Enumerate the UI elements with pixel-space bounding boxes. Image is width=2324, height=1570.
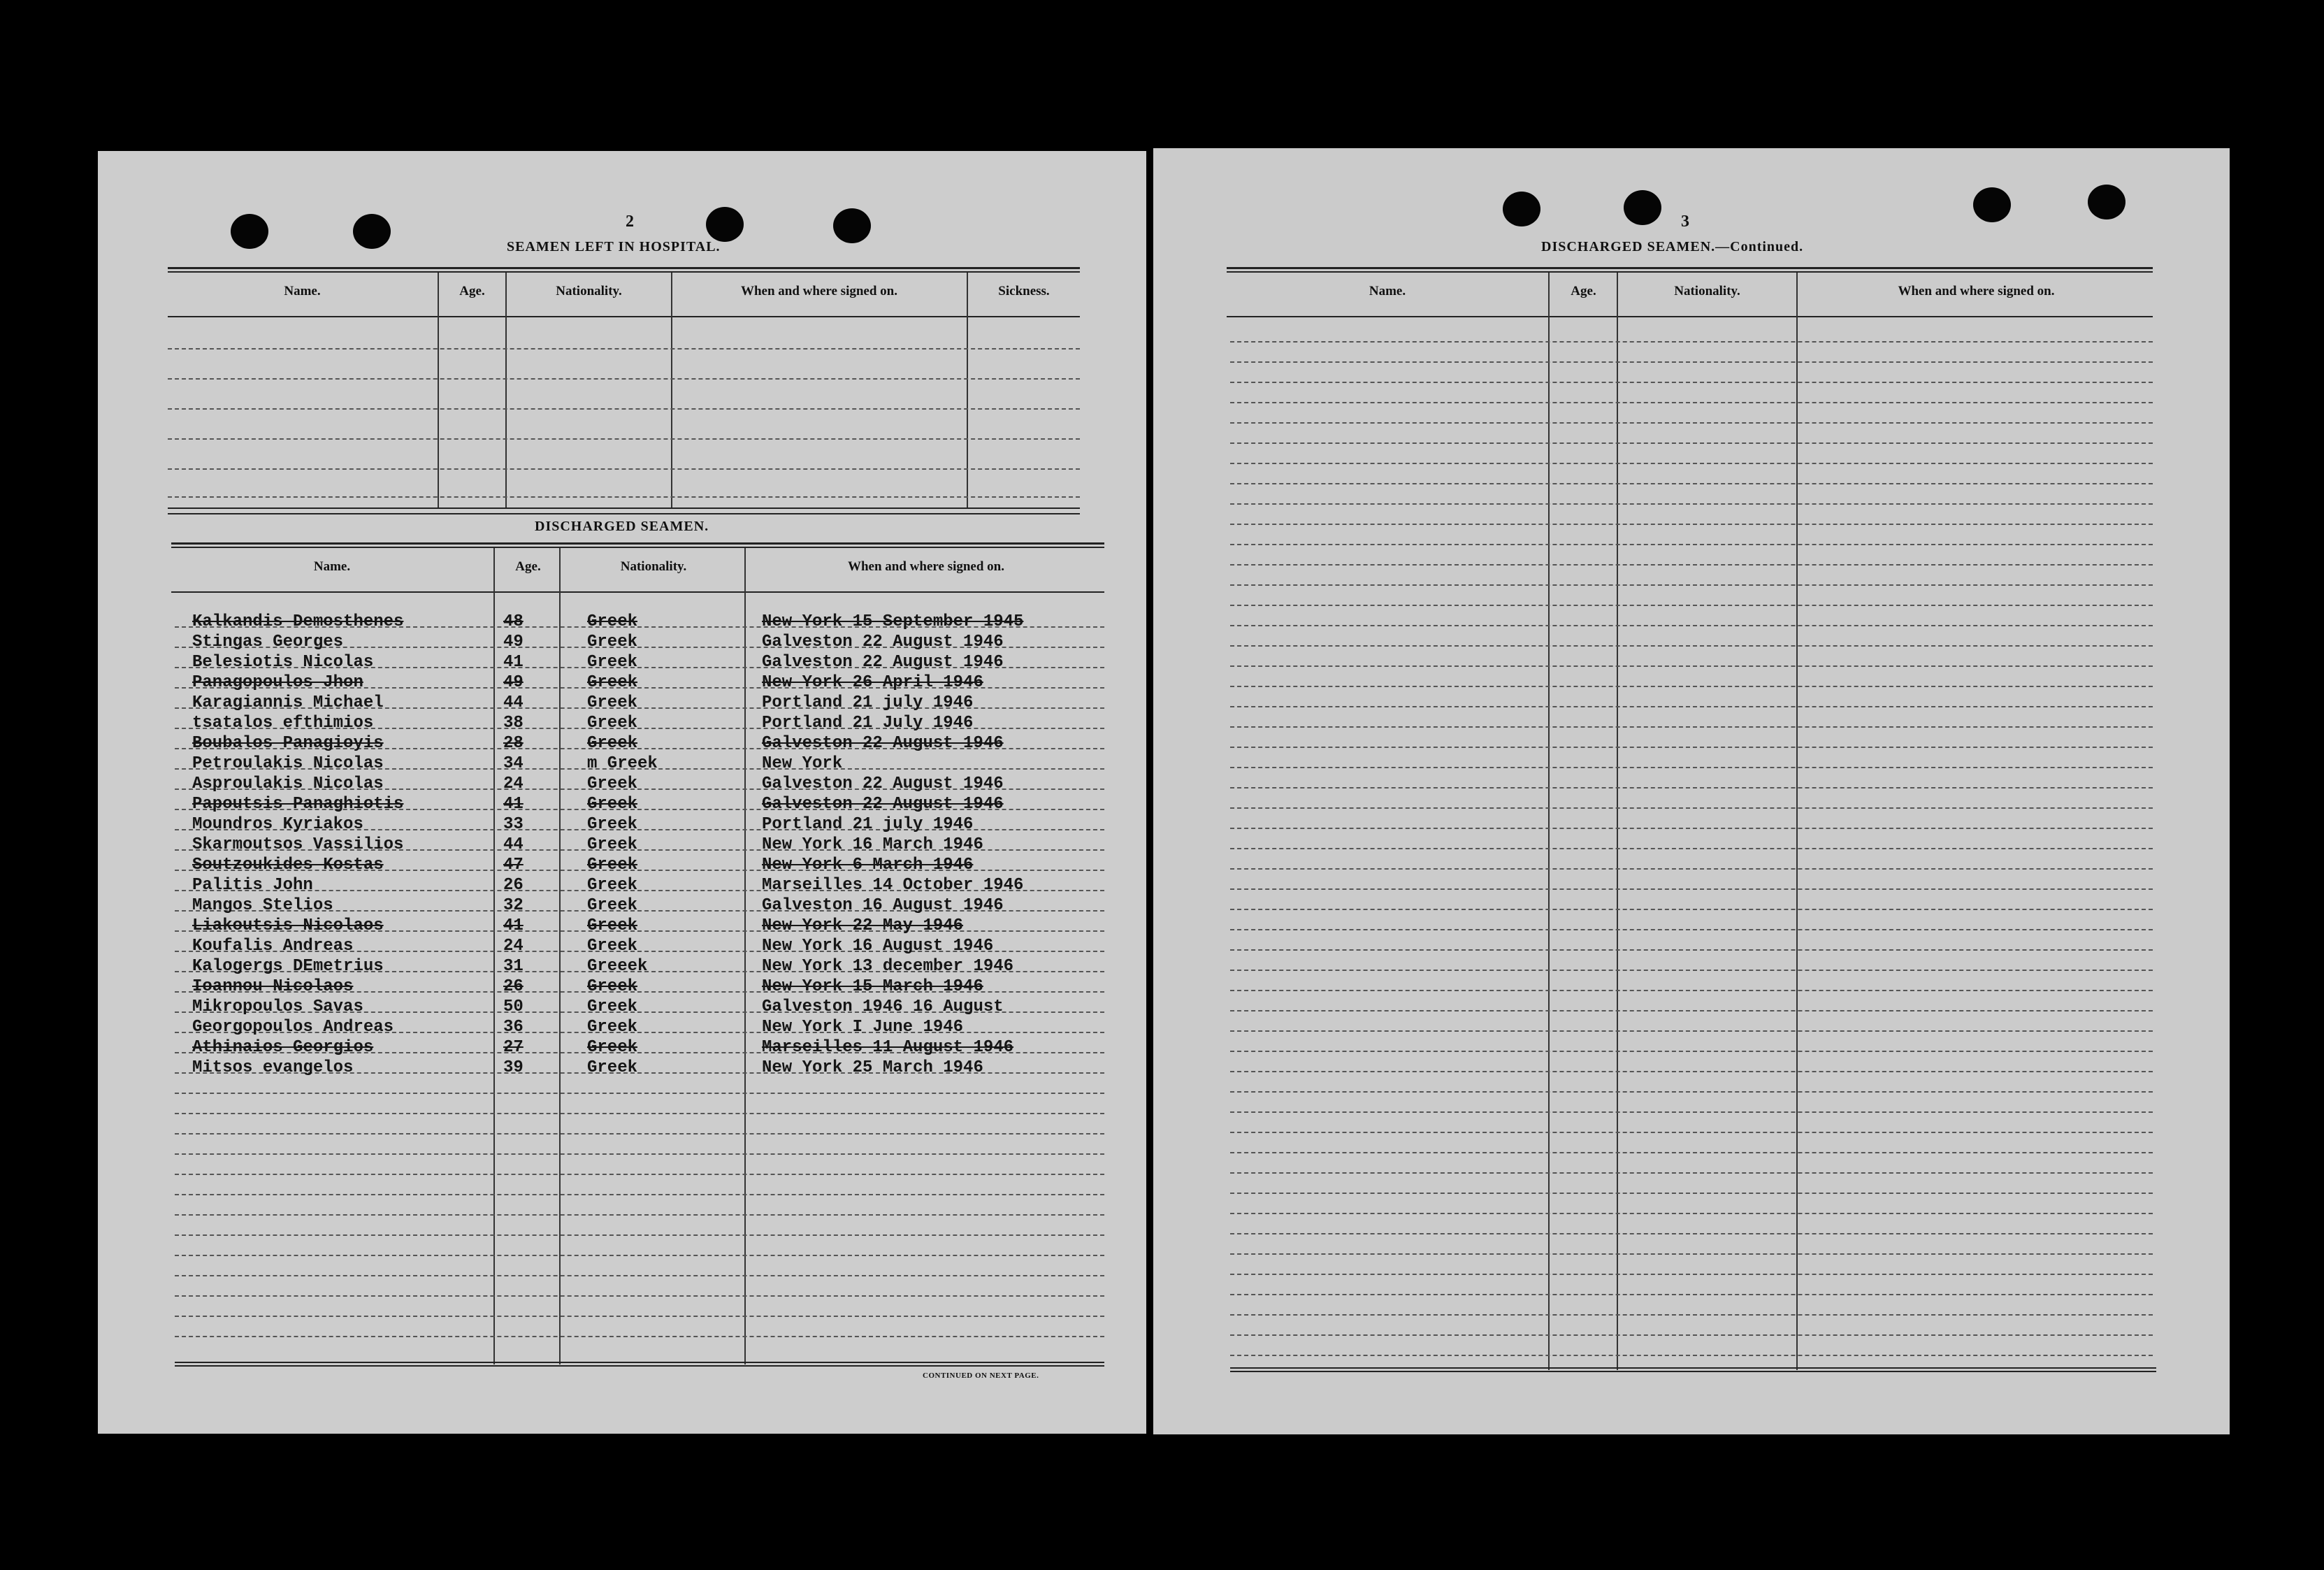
seaman-nationality: Greek: [587, 856, 638, 874]
column-header: When and where signed on.: [1898, 284, 2055, 298]
top-double-rule: [168, 271, 1080, 273]
column-rule: [505, 273, 507, 507]
ruled-line: [1230, 361, 2153, 363]
seaman-signed-on: New York 22 May 1946: [762, 916, 964, 935]
seaman-signed-on: New York: [762, 754, 843, 773]
hospital-ruled-line: [168, 348, 1080, 350]
column-rule: [438, 273, 439, 507]
bottom-double-rule: [175, 1365, 1104, 1367]
column-header: Sickness.: [998, 284, 1050, 298]
ruled-line: [1230, 807, 2153, 809]
ruled-line: [1230, 1334, 2153, 1336]
section-title: DISCHARGED SEAMEN.—Continued.: [1541, 239, 1804, 254]
column-header: Nationality.: [620, 559, 687, 574]
column-header: Name.: [313, 559, 351, 574]
ruled-line: [1230, 544, 2153, 545]
seaman-nationality: Greek: [587, 673, 638, 692]
column-rule: [744, 548, 746, 1364]
punch-hole: [353, 214, 391, 249]
column-header: Nationality.: [1674, 284, 1740, 298]
hospital-ruled-line: [168, 378, 1080, 380]
ruled-line: [1230, 524, 2153, 525]
seaman-signed-on: Portland 21 july 1946: [762, 693, 974, 712]
seaman-signed-on: Galveston 22 August 1946: [762, 653, 1004, 672]
ruled-line: [1230, 341, 2153, 343]
hospital-ruled-line: [168, 408, 1080, 410]
ruled-line: [1230, 442, 2153, 444]
ruled-line: [1230, 1152, 2153, 1153]
seaman-signed-on: Portland 21 July 1946: [762, 714, 974, 733]
header-rule: [168, 316, 1080, 317]
seaman-name: Mikropoulos Savas: [192, 998, 363, 1016]
column-rule: [1548, 273, 1550, 1370]
ruled-line: [175, 1275, 1104, 1276]
ruled-line: [175, 1234, 1104, 1236]
column-header: Age.: [459, 284, 485, 298]
seaman-age: 32: [503, 896, 524, 915]
seaman-signed-on: Marseilles 14 October 1946: [762, 876, 1024, 895]
hospital-section-title: SEAMEN LEFT IN HOSPITAL.: [507, 239, 721, 254]
seaman-signed-on: New York 13 december 1946: [762, 957, 1014, 976]
ruled-line: [1230, 483, 2153, 484]
seaman-age: 27: [503, 1038, 524, 1057]
ruled-line: [1230, 1030, 2153, 1032]
seaman-name: Papoutsis Panaghiotis: [192, 795, 404, 814]
ruled-line: [1230, 909, 2153, 910]
seaman-signed-on: Galveston 22 August 1946: [762, 633, 1004, 651]
continued-note: CONTINUED ON NEXT PAGE.: [923, 1371, 1039, 1380]
seaman-age: 28: [503, 734, 524, 753]
column-rule: [1617, 273, 1618, 1370]
left-page: [98, 151, 1146, 1434]
seaman-name: Ioannou Nicolaos: [192, 977, 354, 996]
ruled-line: [1230, 888, 2153, 890]
punch-hole: [1973, 187, 2011, 222]
seaman-age: 26: [503, 876, 524, 895]
seaman-name: Moundros Kyriakos: [192, 815, 363, 834]
punch-hole: [1503, 192, 1540, 226]
seaman-nationality: Greek: [587, 693, 638, 712]
punch-hole: [231, 214, 268, 249]
seaman-name: Soutzoukides Kostas: [192, 856, 384, 874]
header-rule: [1227, 316, 2153, 317]
hospital-ruled-line: [168, 468, 1080, 470]
ruled-line: [1230, 1233, 2153, 1234]
bottom-rule: [168, 507, 1080, 509]
column-header: When and where signed on.: [740, 284, 897, 298]
ruled-line: [175, 1174, 1104, 1175]
seaman-signed-on: New York I June 1946: [762, 1018, 964, 1037]
seaman-nationality: Greek: [587, 937, 638, 956]
column-header: Age.: [1571, 284, 1596, 298]
ruled-line: [1230, 1172, 2153, 1174]
seaman-nationality: Greek: [587, 835, 638, 854]
ruled-line: [1230, 402, 2153, 403]
seaman-name: Asproulakis Nicolas: [192, 775, 384, 793]
seaman-nationality: Greek: [587, 1058, 638, 1077]
seaman-name: Palitis John: [192, 876, 313, 895]
punch-hole: [833, 208, 871, 243]
seaman-nationality: Greek: [587, 714, 638, 733]
bottom-double-rule: [175, 1362, 1104, 1363]
seaman-age: 31: [503, 957, 524, 976]
column-rule: [671, 273, 672, 507]
ruled-line: [1230, 726, 2153, 728]
ruled-line: [175, 1295, 1104, 1297]
ruled-line: [1230, 1274, 2153, 1275]
ruled-line: [1230, 463, 2153, 464]
seaman-name: Petroulakis Nicolas: [192, 754, 384, 773]
ruled-line: [175, 1093, 1104, 1094]
seaman-nationality: Greek: [587, 612, 638, 631]
ruled-line: [1230, 625, 2153, 626]
top-double-rule: [1227, 271, 2153, 273]
seaman-nationality: m Greek: [587, 754, 658, 773]
seaman-nationality: Greek: [587, 977, 638, 996]
ruled-line: [1230, 422, 2153, 424]
ruled-line: [175, 1113, 1104, 1114]
bottom-double-rule: [1230, 1367, 2156, 1369]
seaman-age: 24: [503, 937, 524, 956]
section-rule: [168, 513, 1080, 514]
seaman-age: 48: [503, 612, 524, 631]
top-double-rule: [171, 547, 1104, 548]
seaman-name: Skarmoutsos Vassilios: [192, 835, 404, 854]
seaman-signed-on: New York 25 March 1946: [762, 1058, 983, 1077]
ruled-line: [1230, 1193, 2153, 1194]
column-rule: [967, 273, 968, 507]
seaman-name: Athinaios Georgios: [192, 1038, 374, 1057]
seaman-nationality: Greek: [587, 998, 638, 1016]
ruled-line: [175, 1133, 1104, 1135]
top-double-rule: [1227, 267, 2153, 269]
ruled-line: [1230, 584, 2153, 586]
seaman-name: Mitsos evangelos: [192, 1058, 354, 1077]
seaman-age: 39: [503, 1058, 524, 1077]
top-double-rule: [171, 542, 1104, 545]
seaman-age: 41: [503, 653, 524, 672]
top-double-rule: [168, 267, 1080, 269]
punch-hole: [706, 207, 744, 242]
seaman-name: Kalogergs DEmetrius: [192, 957, 384, 976]
hospital-ruled-line: [168, 496, 1080, 498]
header-rule: [171, 591, 1104, 593]
seaman-signed-on: Portland 21 july 1946: [762, 815, 974, 834]
ruled-line: [1230, 665, 2153, 667]
seaman-signed-on: Galveston 16 August 1946: [762, 896, 1004, 915]
seaman-nationality: Greek: [587, 653, 638, 672]
ruled-line: [1230, 1132, 2153, 1133]
ruled-line: [1230, 1294, 2153, 1295]
seaman-signed-on: New York 16 August 1946: [762, 937, 994, 956]
ruled-line: [1230, 929, 2153, 930]
seaman-signed-on: Galveston 22 August 1946: [762, 795, 1004, 814]
seaman-nationality: Greek: [587, 734, 638, 753]
seaman-age: 47: [503, 856, 524, 874]
seaman-nationality: Greek: [587, 633, 638, 651]
ruled-line: [175, 1255, 1104, 1256]
ruled-line: [1230, 1071, 2153, 1072]
ruled-line: [1230, 1355, 2153, 1356]
ruled-line: [1230, 1091, 2153, 1093]
ruled-line: [1230, 848, 2153, 849]
ruled-line: [1230, 1111, 2153, 1113]
seaman-signed-on: Galveston 22 August 1946: [762, 734, 1004, 753]
seaman-nationality: Greek: [587, 775, 638, 793]
column-header: Nationality.: [556, 284, 622, 298]
column-header: Name.: [1369, 284, 1406, 298]
ruled-line: [1230, 1314, 2153, 1316]
seaman-nationality: Greek: [587, 916, 638, 935]
seaman-age: 33: [503, 815, 524, 834]
column-rule: [559, 548, 561, 1364]
seaman-age: 26: [503, 977, 524, 996]
ruled-line: [175, 1336, 1104, 1337]
seaman-name: Koufalis Andreas: [192, 937, 354, 956]
seaman-signed-on: Galveston 1946 16 August: [762, 998, 1004, 1016]
seaman-name: Boubalos Panagioyis: [192, 734, 384, 753]
seaman-name: Kalkandis Demosthenes: [192, 612, 404, 631]
seaman-name: Stingas Georges: [192, 633, 344, 651]
seaman-name: Panagopoulos Jhon: [192, 673, 363, 692]
seaman-name: Liakoutsis Nicolaos: [192, 916, 384, 935]
ruled-line: [1230, 990, 2153, 991]
column-rule: [1796, 273, 1798, 1370]
seaman-nationality: Greeek: [587, 957, 648, 976]
ruled-line: [175, 1194, 1104, 1195]
ruled-line: [1230, 382, 2153, 383]
ruled-line: [175, 1214, 1104, 1216]
ruled-line: [1230, 787, 2153, 788]
column-header: When and where signed on.: [847, 559, 1004, 574]
ruled-line: [1230, 1253, 2153, 1255]
seaman-age: 44: [503, 835, 524, 854]
seaman-signed-on: New York 6 March 1946: [762, 856, 974, 874]
seaman-name: Georgopoulos Andreas: [192, 1018, 394, 1037]
ruled-line: [1230, 605, 2153, 606]
hospital-ruled-line: [168, 438, 1080, 440]
seaman-age: 49: [503, 633, 524, 651]
punch-hole: [1624, 190, 1661, 225]
seaman-nationality: Greek: [587, 795, 638, 814]
seaman-name: Belesiotis Nicolas: [192, 653, 374, 672]
seaman-age: 24: [503, 775, 524, 793]
seaman-signed-on: New York 15 September 1945: [762, 612, 1024, 631]
ruled-line: [1230, 1010, 2153, 1011]
seaman-nationality: Greek: [587, 1038, 638, 1057]
column-header: Name.: [284, 284, 321, 298]
punch-hole: [2088, 185, 2125, 219]
seaman-age: 36: [503, 1018, 524, 1037]
seaman-signed-on: New York 26 April 1946: [762, 673, 983, 692]
seaman-nationality: Greek: [587, 815, 638, 834]
seaman-age: 41: [503, 916, 524, 935]
ruled-line: [1230, 706, 2153, 707]
seaman-age: 50: [503, 998, 524, 1016]
ruled-line: [1230, 747, 2153, 748]
ruled-line: [1230, 868, 2153, 870]
column-header: Age.: [515, 559, 541, 574]
seaman-signed-on: Galveston 22 August 1946: [762, 775, 1004, 793]
discharged-section-title: DISCHARGED SEAMEN.: [535, 519, 709, 534]
ruled-line: [1230, 1213, 2153, 1214]
seaman-name: Karagiannis Michael: [192, 693, 384, 712]
ruled-line: [1230, 970, 2153, 971]
ruled-line: [175, 1316, 1104, 1317]
seaman-age: 49: [503, 673, 524, 692]
seaman-signed-on: New York 16 March 1946: [762, 835, 983, 854]
bottom-double-rule: [1230, 1371, 2156, 1372]
ruled-line: [1230, 828, 2153, 829]
ruled-line: [175, 1153, 1104, 1155]
right-page: [1153, 148, 2230, 1434]
ruled-line: [1230, 1051, 2153, 1052]
seaman-nationality: Greek: [587, 1018, 638, 1037]
seaman-age: 44: [503, 693, 524, 712]
seaman-name: tsatalos efthimios: [192, 714, 374, 733]
ruled-line: [1230, 767, 2153, 768]
ruled-line: [1230, 949, 2153, 951]
seaman-age: 38: [503, 714, 524, 733]
seaman-nationality: Greek: [587, 896, 638, 915]
page-number: 3: [1681, 213, 1689, 231]
seaman-age: 41: [503, 795, 524, 814]
ruled-line: [1230, 503, 2153, 505]
column-rule: [493, 548, 495, 1364]
ruled-line: [1230, 645, 2153, 647]
seaman-name: Mangos Stelios: [192, 896, 333, 915]
seaman-signed-on: Marseilles 11 August 1946: [762, 1038, 1014, 1057]
seaman-nationality: Greek: [587, 876, 638, 895]
seaman-signed-on: New York 15 March 1946: [762, 977, 983, 996]
page-number: 2: [626, 213, 634, 231]
ruled-line: [1230, 564, 2153, 566]
seaman-age: 34: [503, 754, 524, 773]
ruled-line: [1230, 686, 2153, 687]
